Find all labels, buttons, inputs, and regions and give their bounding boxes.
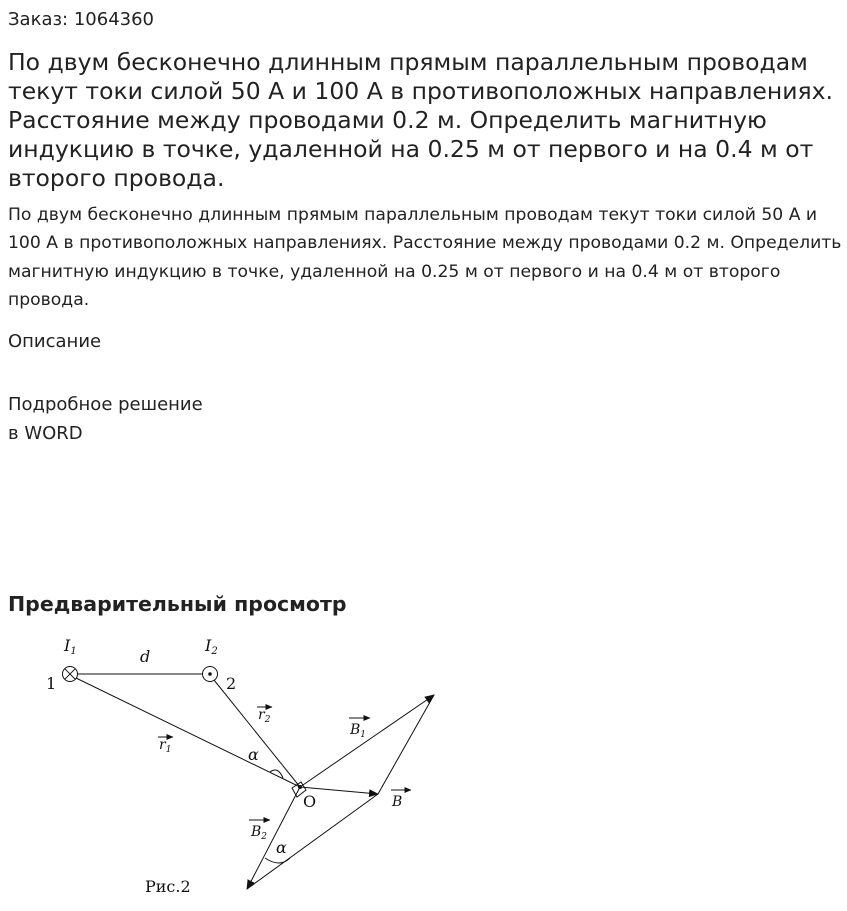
r1-line (76, 678, 300, 787)
label-B1: $B_1$ (350, 722, 367, 740)
problem-title: По двум бесконечно длинным прямым параллельным проводам текут токи силой 50 А и 100 А в противоположных направлениях. Расстояние между проводами 0.2 м. Определить магнитную индукцию в точке, удаленной на 0.25 м от первого и на 0.4 м от второго провода. (8, 48, 833, 192)
label-alpha: α (248, 745, 259, 764)
alpha-arc-lower (265, 858, 290, 863)
label-I2: I2 (205, 636, 218, 657)
label-B: B (392, 794, 403, 810)
label-d: d (140, 647, 151, 666)
label-B2: $B_2$ (251, 824, 268, 842)
label-I1: I1 (64, 636, 77, 657)
description-label: Описание (8, 331, 102, 352)
order-line (8, 8, 154, 32)
label-O: O (303, 792, 317, 811)
label-wire2: 2 (226, 674, 237, 693)
alpha-arc (270, 770, 283, 778)
physics-diagram (0, 620, 500, 911)
preview-title: Предварительный просмотр (8, 592, 347, 616)
r2-line (214, 680, 300, 787)
label-alpha-2: α (276, 838, 287, 857)
problem-description: По двум бесконечно длинным прямым параллельным проводам текут токи силой 50 А и 100 А в противоположных направлениях. Расстояние между проводами 0.2 м. Определить магнитную индукцию в точке, удаленной на 0.25 м от первого и на 0.4 м от второго провода. (8, 205, 842, 310)
solution-line-1: Подробное решение (8, 394, 203, 415)
label-r2: $r_2$ (258, 707, 271, 725)
B1-vector (300, 695, 434, 787)
parallelogram-side-1 (378, 695, 434, 794)
order-number: 1064360 (73, 9, 155, 30)
label-r1: $r_1$ (159, 737, 172, 755)
order-label: Заказ: (8, 9, 69, 30)
label-wire1: 1 (46, 674, 57, 693)
figure-caption: Рис.2 (145, 877, 191, 896)
solution-info (8, 390, 203, 448)
solution-line-2: в WORD (8, 423, 83, 444)
